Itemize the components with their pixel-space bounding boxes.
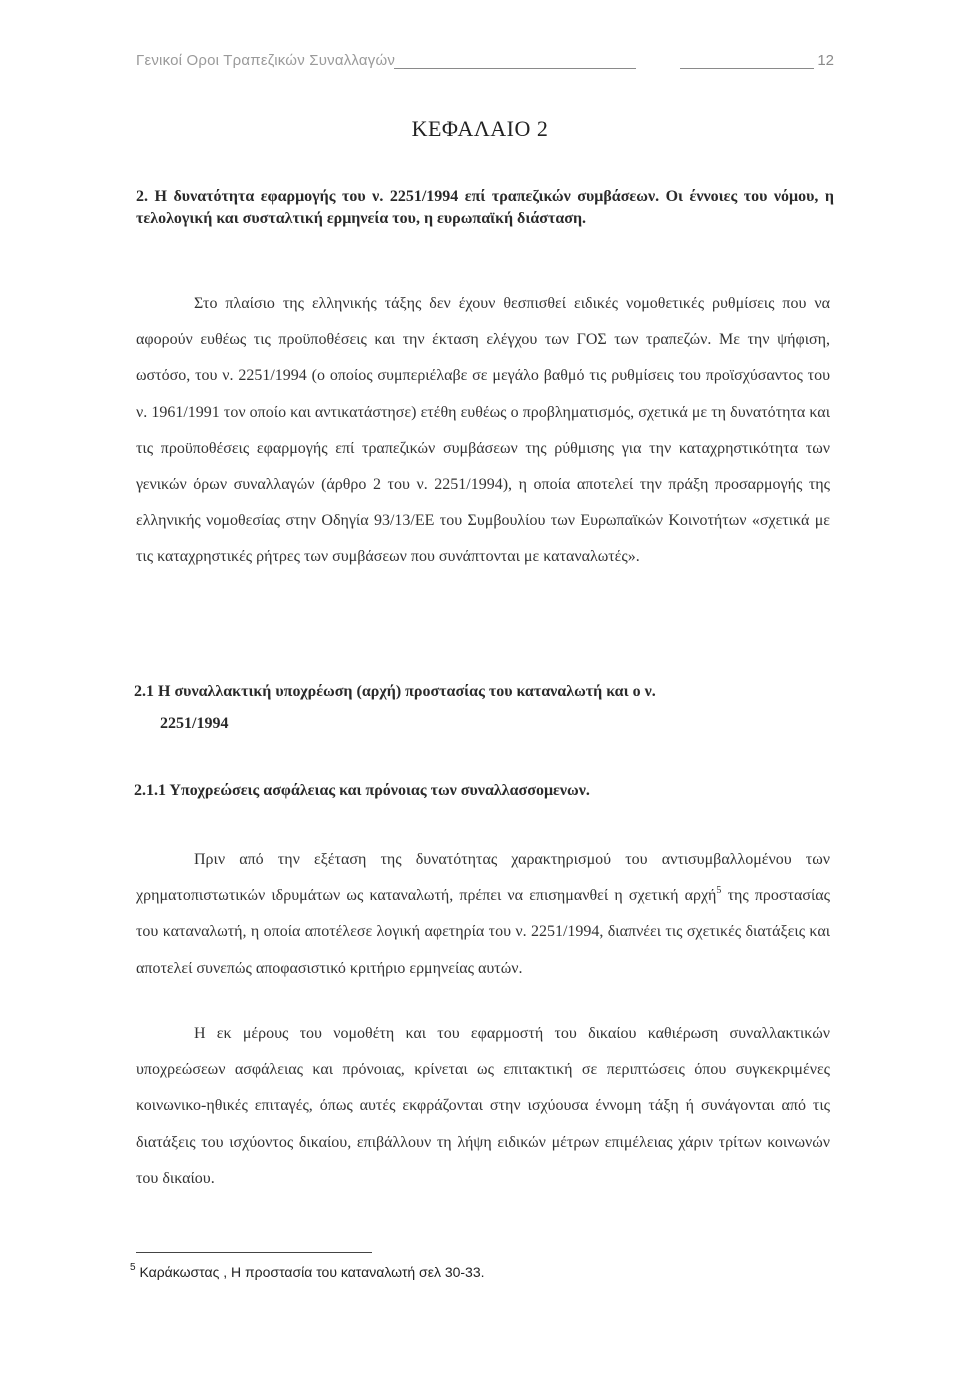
- footnote-separator: [136, 1252, 372, 1253]
- section-2-1-heading-line2: 2251/1994: [160, 715, 229, 732]
- header-rule: [680, 68, 814, 69]
- paragraph-2-text-continued: της προστασίας του καταναλωτή, η οποία αποτέλεσε λογική αφετηρία του ν. 2251/1994, διαπνέει τις σχετικές διατάξεις και αποτελεί συνεπώς αποφασιστικό κριτήριο ερμηνείας αυτών.: [136, 887, 830, 977]
- footnote-text: Καράκωστας , Η προστασία του καταναλωτή σελ 30-33.: [135, 1264, 485, 1280]
- section-2-1-heading-line1: 2.1 Η συναλλακτική υποχρέωση (αρχή) προστασίας του καταναλωτή και ο ν.: [134, 683, 656, 700]
- header-rule: [394, 68, 636, 69]
- section-2-heading: 2. Η δυνατότητα εφαρμογής του ν. 2251/1994 επί τραπεζικών συμβάσεων. Οι έννοιες του νόμου, η τελολογική και συσταλτική ερμηνεία του, η ευρωπαϊκή διάσταση.: [136, 188, 834, 227]
- paragraph-2-text: Πριν από την εξέταση της δυνατότητας χαρακτηρισμού του αντισυμβαλλομένου των χρηματοπιστωτικών ιδρυμάτων ως καταναλωτή, πρέπει να επισημανθεί η σχετική αρχή: [136, 851, 830, 905]
- running-header-title: Γενικοί Οροι Τραπεζικών Συναλλαγών: [136, 52, 396, 69]
- paragraph-3: Η εκ μέρους του νομοθέτη και του εφαρμοστή του δικαίου καθιέρωση συναλλακτικών υποχρεώσεων ασφάλειας και πρόνοιας, κρίνεται ως επιτακτική σε περιπτώσεις όπου συγκεκριμένες κοινωνικο-ηθικές επιταγές, όπως αυτές εκφράζονται στην ισχύουσα έννομη τάξη ή συνάγονται από τις διατάξεις του ισχύοντος δικαίου, επιβάλλουν τη λήψη ειδικών μέτρων επιμέλειας χάριν τρίτων κοινωνών του δικαίου.: [136, 1025, 830, 1187]
- section-2-1-1-heading: 2.1.1 Υποχρεώσεις ασφάλειας και πρόνοιας των συναλλασσομενων.: [134, 782, 590, 799]
- footnote: [130, 1264, 485, 1280]
- page-number: 12: [817, 52, 834, 69]
- running-header: [136, 52, 836, 74]
- footnote-reference: 5: [716, 885, 722, 897]
- footnote-marker: 5: [130, 1262, 136, 1273]
- chapter-title: ΚΕΦΑΛΑΙΟ 2: [411, 116, 549, 141]
- paragraph-2: [136, 842, 830, 987]
- section-2-1-heading: [134, 676, 834, 740]
- paragraph-1: Στο πλαίσιο της ελληνικής τάξης δεν έχουν θεσπισθεί ειδικές νομοθετικές ρυθμίσεις που να αφορούν ευθέως τις προϋποθέσεις και την έκταση ελέγχου των ΓΟΣ των τραπεζών. Με την ψήφιση, ωστόσο, του ν. 2251/1994 (ο οποίος συμπεριέλαβε σε μεγάλο βαθμό τις ρυθμίσεις του προϊσχύσαντος του ν. 1961/1991 τον οποίο και αντικατάστησε) ετέθη ευθέως ο προβληματισμός, σχετικά με τη δυνατότητα και τις προϋποθέσεις εφαρμογής επί τραπεζικών συμβάσεων της ρύθμισης για την καταχρηστικότητα των γενικών όρων συναλλαγών (άρθρο 2 του ν. 2251/1994), η οποία αποτελεί την πράξη προσαρμογής της ελληνικής νομοθεσίας στην Οδηγία 93/13/ΕΕ του Συμβουλίου των Ευρωπαϊκών Κοινοτήτων «σχετικά με τις καταχρηστικές ρήτρες των συμβάσεων που συνάπτονται με καταναλωτές».: [136, 295, 830, 566]
